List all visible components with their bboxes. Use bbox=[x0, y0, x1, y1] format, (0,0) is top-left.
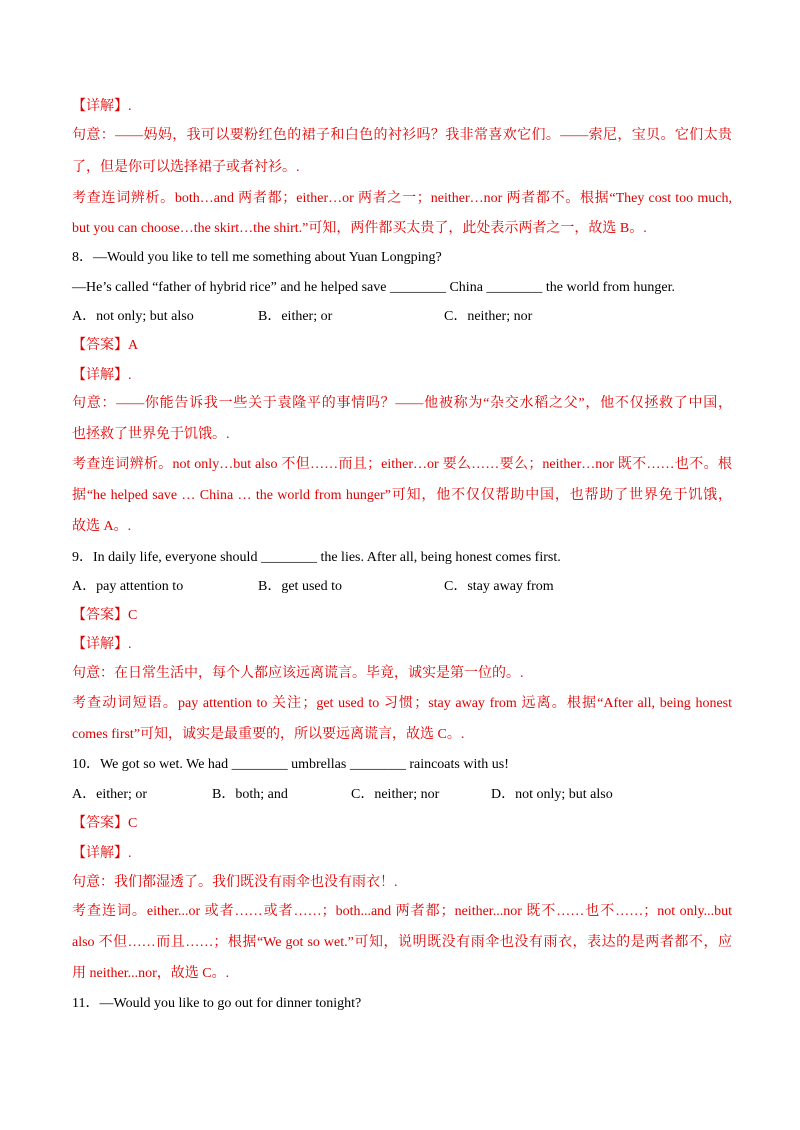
q10-analysis-line-2: also 不但……而且……；根据“We got so wet.”可知，说明既没有雨伞也没有雨衣，表达的是两者都不，应 bbox=[72, 935, 732, 950]
q10-option-d: D．not only; but also bbox=[491, 787, 613, 802]
q10-option-a: A．either; or bbox=[72, 787, 148, 802]
q10-stem: 10．We got so wet. We had ________ umbrellas ________ raincoats with us! bbox=[72, 757, 509, 772]
q8-translation-line-1: 句意：——你能告诉我一些关于袁隆平的事情吗？——他被称为“杂交水稻之父”，他不仅拯救了中国， bbox=[72, 396, 732, 411]
q8-detail-label: 【详解】. bbox=[72, 368, 132, 383]
q10-translation-line-1: 句意：我们都湿透了。我们既没有雨伞也没有雨衣！. bbox=[72, 875, 398, 890]
q7-translation-line-1: 句意：——妈妈，我可以要粉红色的裙子和白色的衬衫吗？我非常喜欢它们。——索尼，宝贝。它们太贵 bbox=[72, 128, 732, 143]
q9-option-b: B．get used to bbox=[258, 579, 342, 594]
q9-option-c: C．stay away from bbox=[444, 579, 554, 594]
q7-translation-line-2: 了，但是你可以选择裙子或者衬衫。. bbox=[72, 160, 300, 175]
q8-option-b: B．either; or bbox=[258, 309, 333, 324]
q10-detail-label: 【详解】. bbox=[72, 846, 132, 861]
q10-answer: 【答案】C bbox=[72, 816, 138, 831]
q10-analysis-line-3: 用 neither...nor，故选 C。. bbox=[72, 966, 230, 981]
q9-stem: 9．In daily life, everyone should ________ the lies. After all, being honest comes first. bbox=[72, 550, 561, 565]
q8-answer: 【答案】A bbox=[72, 338, 139, 353]
q8-analysis-line-1: 考查连词辨析。not only…but also 不但……而且；either…or 要么……要么；neither…nor 既不……也不。根 bbox=[72, 457, 732, 472]
q9-analysis-line-2: comes first”可知，诚实是最重要的，所以要远离谎言，故选 C。. bbox=[72, 727, 465, 742]
q7-analysis-line-1: 考查连词辨析。both…and 两者都；either…or 两者之一；neither…nor 两者都不。根据“They cost too much, bbox=[72, 191, 732, 206]
q9-translation-line-1: 句意：在日常生活中，每个人都应该远离谎言。毕竟，诚实是第一位的。. bbox=[72, 666, 524, 681]
q8-analysis-line-2: 据“he helped save … China … the world from hunger”可知，他不仅仅帮助中国，也帮助了世界免于饥饿， bbox=[72, 488, 732, 503]
q11-stem: 11．—Would you like to go out for dinner tonight? bbox=[72, 996, 362, 1011]
q8-option-c: C．neither; nor bbox=[444, 309, 533, 324]
q8-stem-line-2: —He’s called “father of hybrid rice” and he helped save ________ China ________ the world from hunger. bbox=[72, 280, 675, 295]
q7-analysis-line-2: but you can choose…the skirt…the shirt.”可知，两件都买太贵了，此处表示两者之一，故选 B。. bbox=[72, 221, 647, 236]
q8-translation-line-2: 也拯救了世界免于饥饿。. bbox=[72, 427, 230, 442]
q8-option-a: A．not only; but also bbox=[72, 309, 194, 324]
q9-option-a: A．pay attention to bbox=[72, 579, 184, 594]
q9-analysis-line-1: 考查动词短语。pay attention to 关注；get used to 习惯；stay away from 远离。根据“After all, being honest bbox=[72, 696, 732, 711]
detail-label: 【详解】. bbox=[72, 99, 132, 114]
q9-detail-label: 【详解】. bbox=[72, 637, 132, 652]
q10-option-b: B．both; and bbox=[212, 787, 288, 802]
q8-stem: 8．—Would you like to tell me something about Yuan Longping? bbox=[72, 250, 442, 265]
q8-analysis-line-3: 故选 A。. bbox=[72, 519, 132, 534]
q10-analysis-line-1: 考查连词。either...or 或者……或者……；both...and 两者都；neither...nor 既不……也不……；not only...but bbox=[72, 904, 732, 919]
q10-option-c: C．neither; nor bbox=[351, 787, 440, 802]
q9-answer: 【答案】C bbox=[72, 608, 138, 623]
